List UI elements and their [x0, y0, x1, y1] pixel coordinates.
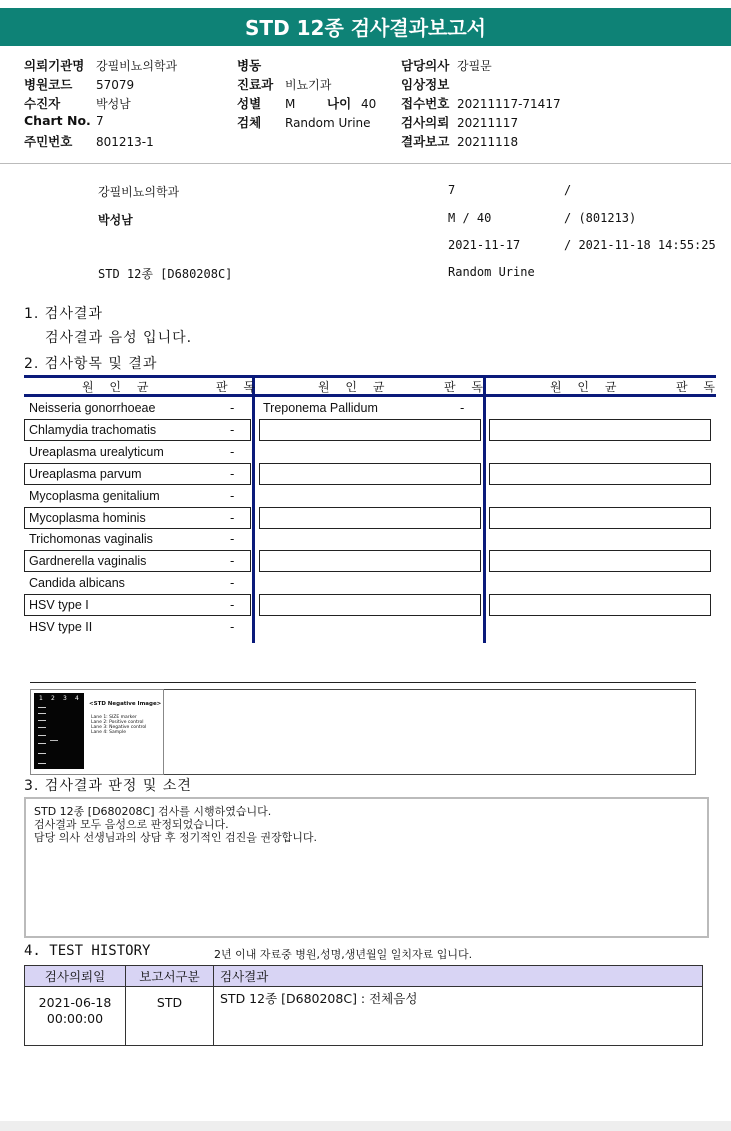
empty-row-box [259, 463, 481, 485]
empty-row-box [489, 463, 711, 485]
col1-pathogen-header: 원 인 균 [82, 380, 155, 394]
info-slash: / [564, 183, 572, 197]
results-col-divider-1 [252, 375, 255, 643]
history-date-cell [25, 987, 126, 1046]
gel-band [38, 707, 46, 708]
pathogen-result: - [230, 576, 235, 590]
gel-band [50, 740, 58, 741]
pathogen-result: - [230, 423, 235, 437]
gel-legend-item: Lane 1: SIZE marker [91, 715, 137, 720]
pathogen-name: Chlamydia trachomatis [29, 423, 157, 437]
lane-label: 1 [39, 695, 43, 702]
label-ward: 병동 [237, 58, 262, 73]
history-row [25, 987, 703, 1046]
pathogen-name: Neisseria gonorrhoeae [29, 401, 156, 415]
value-patient: 박성남 [96, 97, 131, 111]
lane-label: 3 [63, 695, 67, 702]
value-department: 비뇨기과 [285, 78, 332, 92]
pathogen-result: - [230, 532, 235, 546]
opinion-box [24, 797, 709, 938]
value-sex: M [285, 97, 296, 111]
col2-result-header: 판 독 [444, 380, 489, 394]
history-header-row [25, 966, 703, 987]
col1-result-header: 판 독 [216, 380, 261, 394]
gel-band [38, 735, 46, 736]
section1-title: 1. 검사결과 [24, 306, 103, 322]
gel-photo [34, 693, 84, 769]
history-col-date: 검사의뢰일 [25, 966, 126, 987]
empty-row-box [489, 550, 711, 572]
pathogen-name: Treponema Pallidum [263, 401, 378, 415]
value-request-date: 20211117 [457, 116, 519, 130]
pathogen-result: - [230, 467, 235, 481]
pathogen-name: HSV type II [29, 620, 93, 634]
pathogen-name: Candida albicans [29, 576, 125, 590]
opinion-line: STD 12종 [D680208C] 검사를 시행하였습니다. [34, 805, 272, 818]
section4-title: 4. TEST HISTORY [24, 943, 151, 959]
history-col-result: 검사결과 [214, 966, 703, 987]
history-col-type: 보고서구분 [126, 966, 214, 987]
label-report-date: 결과보고 [401, 134, 450, 149]
value-specimen: Random Urine [285, 116, 371, 130]
pathogen-name: Ureaplasma urealyticum [29, 445, 164, 459]
info-chart: 7 [448, 183, 456, 197]
info-date-report: / 2021-11-18 14:55:25 [564, 238, 716, 252]
pathogen-result: - [230, 620, 235, 634]
info-sex-age: M / 40 [448, 211, 492, 225]
gel-band [38, 713, 46, 714]
label-receipt-no: 접수번호 [401, 96, 450, 111]
gel-legend-item: Lane 2: Positive control [91, 720, 144, 725]
info-clinic: 강필비뇨의학과 [98, 185, 180, 199]
section2-title: 2. 검사항목 및 결과 [24, 356, 158, 372]
header-right [401, 56, 561, 151]
empty-row-box [259, 507, 481, 529]
label-age: 나이 [327, 96, 352, 111]
lane-label: 2 [51, 695, 55, 702]
value-resident-no: 801213-1 [96, 135, 154, 149]
pathogen-result: - [460, 401, 465, 415]
value-hospital-code: 57079 [96, 78, 135, 92]
pathogen-name: Mycoplasma genitalium [29, 489, 160, 503]
info-patient: 박성남 [98, 213, 133, 227]
label-department: 진료과 [237, 77, 274, 92]
pathogen-result: - [230, 445, 235, 459]
info-specimen: Random Urine [448, 265, 535, 279]
opinion-line: 검사결과 모두 음성으로 판정되었습니다. [34, 818, 229, 831]
col3-result-header: 판 독 [676, 380, 721, 394]
gel-band [38, 727, 46, 728]
value-doctor: 강필문 [457, 59, 492, 73]
value-report-date: 20211118 [457, 135, 519, 149]
label-sex: 성별 [237, 96, 262, 111]
empty-row-box [489, 419, 711, 441]
col3-pathogen-header: 원 인 균 [550, 380, 623, 394]
label-chart-no: Chart No. [24, 113, 91, 128]
header-divider [0, 163, 731, 164]
empty-row-box [259, 550, 481, 572]
pathogen-name: Mycoplasma hominis [29, 511, 146, 525]
value-age: 40 [361, 97, 377, 111]
pathogen-result: - [230, 511, 235, 525]
label-request-date: 검사의뢰 [401, 115, 450, 130]
history-time: 00:00:00 [46, 1011, 104, 1026]
pathogen-result: - [230, 489, 235, 503]
label-institution: 의뢰기관명 [24, 58, 85, 73]
empty-row-box [489, 594, 711, 616]
value-institution: 강필비뇨의학과 [96, 59, 178, 73]
gel-caption: <STD Negative Image> [89, 701, 162, 707]
header-middle [237, 56, 376, 132]
pathogen-result: - [230, 554, 235, 568]
pathogen-result: - [230, 401, 235, 415]
value-receipt-no: 20211117-71417 [457, 97, 561, 111]
gel-band [38, 720, 46, 721]
pathogen-name: HSV type I [29, 598, 89, 612]
value-chart-no: 7 [96, 114, 104, 128]
label-specimen: 검체 [237, 115, 262, 130]
gel-legend-item: Lane 4: Sample [91, 730, 126, 735]
pathogen-name: Gardnerella vaginalis [29, 554, 147, 568]
info-date-request: 2021-11-17 [448, 238, 521, 252]
header-left [24, 56, 177, 151]
gel-image [30, 689, 164, 775]
empty-row-box [259, 594, 481, 616]
history-result: STD 12종 [D680208C] : 전체음성 [214, 987, 703, 1046]
pathogen-name: Trichomonas vaginalis [29, 532, 153, 546]
gel-top-rule [30, 682, 696, 683]
empty-row-box [259, 419, 481, 441]
report-title: STD 12종 검사결과보고서 [0, 8, 731, 46]
lane-label: 4 [75, 695, 79, 702]
gel-band [38, 763, 46, 764]
opinion-line: 담당 의사 선생님과의 상담 후 정기적인 검진을 권장합니다. [34, 831, 317, 844]
history-table [24, 965, 703, 1046]
label-hospital-code: 병원코드 [24, 77, 73, 92]
label-doctor: 담당의사 [401, 58, 450, 73]
gel-band [38, 743, 46, 744]
results-col-divider-2 [483, 375, 486, 643]
page-footer [0, 1121, 731, 1131]
label-resident-no: 주민번호 [24, 134, 73, 149]
info-dob: / (801213) [564, 211, 637, 225]
info-test: STD 12종 [D680208C] [98, 267, 233, 281]
pathogen-name: Ureaplasma parvum [29, 467, 142, 481]
history-note: 2년 이내 자료중 병원,성명,생년월일 일치자료 입니다. [214, 948, 473, 961]
empty-row-box [489, 507, 711, 529]
pathogen-result: - [230, 598, 235, 612]
col2-pathogen-header: 원 인 균 [318, 380, 391, 394]
gel-legend-item: Lane 3: Negative control [91, 725, 147, 730]
gel-legend [91, 715, 146, 735]
history-type: STD [126, 987, 214, 1046]
label-clinical-info: 임상정보 [401, 77, 450, 92]
label-patient: 수진자 [24, 96, 61, 111]
gel-band [38, 753, 46, 754]
section1-text: 검사결과 음성 입니다. [45, 330, 193, 346]
history-date: 2021-06-18 [38, 995, 112, 1010]
section3-title: 3. 검사결과 판정 및 소견 [24, 778, 192, 794]
